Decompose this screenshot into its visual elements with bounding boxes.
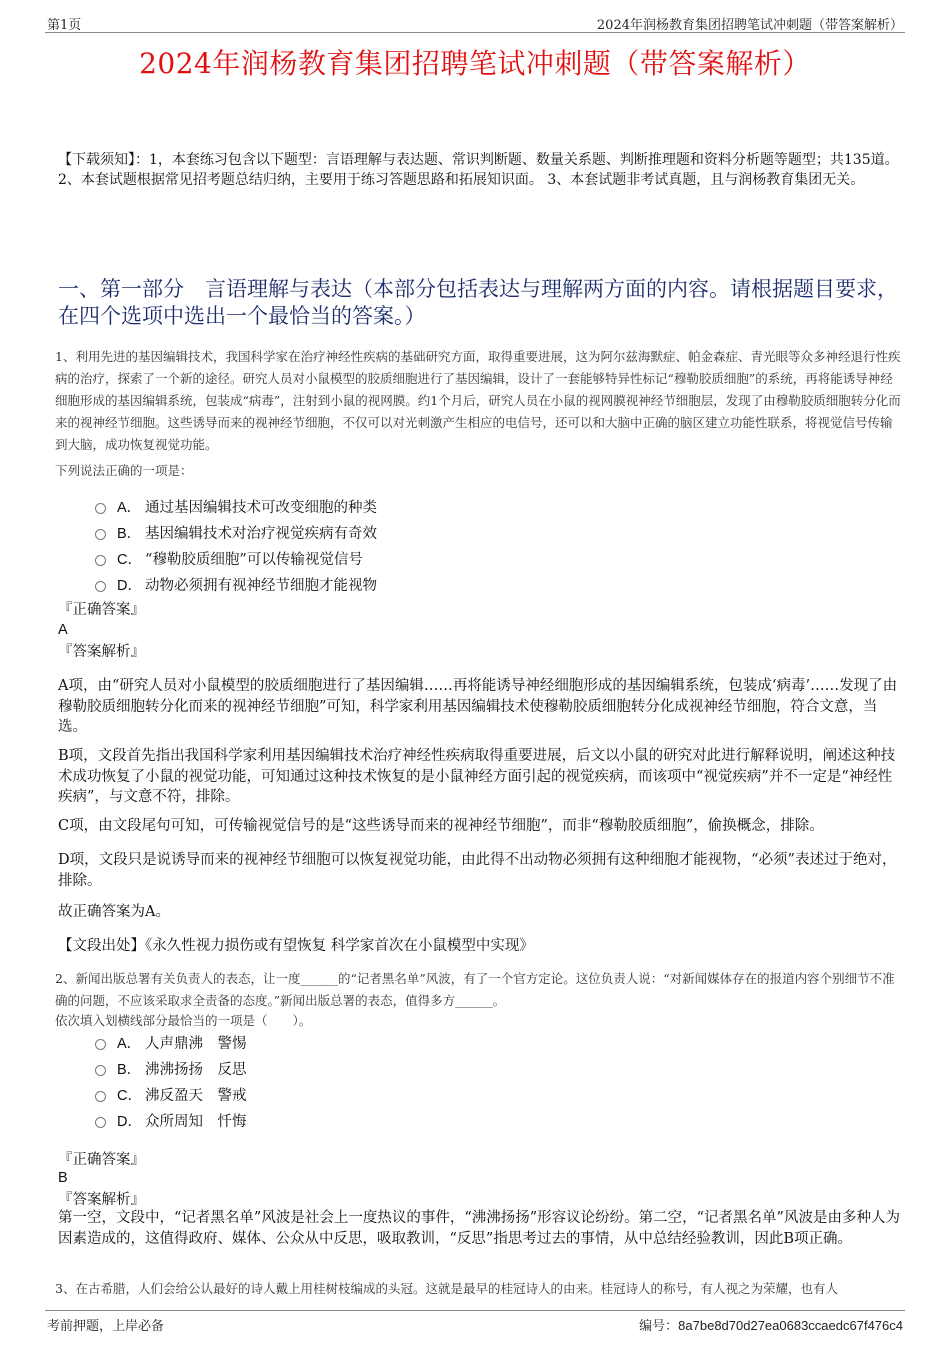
page-footer [45,1310,905,1335]
option-text: 基因编辑技术对治疗视觉疾病有奇效 [145,525,377,542]
footer-slogan: 考前押题，上岸必备 [47,1319,165,1334]
option-d[interactable]: D． 众所周知 忏悔 [95,1107,247,1133]
correct-answer: A [58,622,68,638]
option-c[interactable]: C． 沸反盈天 警戒 [95,1081,247,1107]
document-title: 2024年润杨教育集团招聘笔试冲刺题（带答案解析） [139,47,811,80]
question-1-stem: 1、利用先进的基因编辑技术，我国科学家在治疗神经性疾病的基础研究方面，取得重要进展，这为阿尔兹海默症、帕金森症、青光眼等众多神经退行性疾病的治疗，探索了一个新的途径。研究人员对小鼠模型的胶质细胞进行了基因编辑，设计了一套能够特异性标记“穆勒胶质细胞”的系统，再将能诱导神经细胞形成的基因编辑系统，包装成“病毒”，注射到小鼠的视网膜。约1个月后，研究人员在小鼠的视网膜视神经节细胞层，发现了由穆勒胶质细胞转分化而来的视神经节细胞。这些诱导而来的视神经节细胞，不仅可以对光刺激产生相应的电信号，还可以和大脑中正确的脑区建立功能性联系，将视觉信号传输到大脑，成功恢复视觉功能。 [55,349,901,452]
option-a[interactable]: A． 人声鼎沸 警惕 [95,1029,247,1055]
option-d[interactable]: D． 动物必须拥有视神经节细胞才能视物 [95,571,377,597]
passage-source: 【文段出处】《永久性视力损伤或有望恢复 科学家首次在小鼠模型中实现》 [58,938,534,954]
question-2-options [95,1029,247,1133]
analysis-d: D项，文段只是说诱导而来的视神经节细胞可以恢复视觉功能，由此得不出动物必须拥有这种细胞才能视物，“必须”表述过于绝对，排除。 [58,852,897,889]
question-1-options [95,493,377,597]
section-title: 一、第一部分 言语理解与表达（本部分包括表达与理解两方面的内容。请根据题目要求，在四个选项中选出一个最恰当的答案。） [58,277,898,329]
question-3-stem: 3、在古希腊，人们会给公认最好的诗人戴上用桂树枝编成的头冠。这就是最早的桂冠诗人的由来。桂冠诗人的称号，有人视之为荣耀，也有人 [55,1281,838,1296]
option-text: 沸反盈天 警戒 [145,1087,247,1104]
download-notice: 【下载须知】：1，本套练习包含以下题型：言语理解与表达题、常识判断题、数量关系题、判断推理题和资料分析题等题型；共135道。 2、本套试题根据常见招考题总结归纳，主要用于练习答题思路和拓展知识面。 3、本套试题非考试真题，且与润杨教育集团无关。 [58,152,899,189]
radio-icon[interactable] [95,1117,106,1128]
analysis-c: C项，由文段尾句可知，可传输视觉信号的是“这些诱导而来的视神经节细胞”，而非“穆勒胶质细胞”，偷换概念，排除。 [58,818,824,834]
analysis-label: 『答案解析』 [58,1192,145,1208]
option-c[interactable]: C． “穆勒胶质细胞”可以传输视觉信号 [95,545,377,571]
radio-icon[interactable] [95,1065,106,1076]
radio-icon[interactable] [95,529,106,540]
analysis-conclusion: 故正确答案为A。 [58,904,170,920]
correct-answer-label: 『正确答案』 [58,602,145,618]
question-2-prompt: 依次填入划横线部分最恰当的一项是（ ）。 [55,1013,312,1028]
correct-answer-label: 『正确答案』 [58,1152,145,1168]
radio-icon[interactable] [95,555,106,566]
analysis-text: 第一空，文段中，“记者黑名单”风波是社会上一度热议的事件，“沸沸扬扬”形容议论纷纷。第二空，“记者黑名单”风波是由多种人为因素造成的，这值得政府、媒体、公众从中反思，吸取教训，“反思”指思考过去的事情，从中总结经验教训，因此B项正确。 [58,1210,900,1247]
correct-answer: B [58,1170,68,1186]
radio-icon[interactable] [95,581,106,592]
option-text: 沸沸扬扬 反思 [145,1061,247,1078]
option-a[interactable]: A． 通过基因编辑技术可改变细胞的种类 [95,493,377,519]
option-text: 人声鼎沸 警惕 [145,1035,247,1052]
question-2-stem: 2、新闻出版总署有关负责人的表态，让一度______的“记者黑名单”风波，有了一个官方定论。这位负责人说：“对新闻媒体存在的报道内容个别细节不准确的问题，不应该采取求全责备的态度。”新闻出版总署的表态，值得多方______。 [55,971,895,1008]
radio-icon[interactable] [95,1091,106,1102]
radio-icon[interactable] [95,1039,106,1050]
radio-icon[interactable] [95,503,106,514]
option-b[interactable]: B． 沸沸扬扬 反思 [95,1055,247,1081]
option-text: 众所周知 忏悔 [145,1113,247,1130]
page-header [45,12,905,33]
analysis-label: 『答案解析』 [58,644,145,660]
question-1-prompt: 下列说法正确的一项是： [55,463,193,478]
page-number: 第1页 [47,18,82,33]
option-b[interactable]: B． 基因编辑技术对治疗视觉疾病有奇效 [95,519,377,545]
option-text: 通过基因编辑技术可改变细胞的种类 [145,499,377,516]
document-code: 编号：8a7be8d70d27ea0683ccaedc67f476c4 [639,1318,903,1334]
analysis-b: B项，文段首先指出我国科学家利用基因编辑技术治疗神经性疾病取得重要进展，后文以小鼠的研究对此进行解释说明，阐述这种技术成功恢复了小鼠的视觉功能，可知通过这种技术恢复的是小鼠神经方面引起的视觉疾病，而该项中“视觉疾病”并不一定是“神经性疾病”，与文意不符，排除。 [58,748,896,806]
option-text: “穆勒胶质细胞”可以传输视觉信号 [145,551,363,568]
option-text: 动物必须拥有视神经节细胞才能视物 [145,577,377,594]
analysis-a: A项，由“研究人员对小鼠模型的胶质细胞进行了基因编辑……再将能诱导神经细胞形成的基因编辑系统，包装成‘病毒’……发现了由穆勒胶质细胞转分化而来的视神经节细胞”可知，科学家利用基因编辑技术使穆勒胶质细胞转分化成视神经节细胞，符合文意，当选。 [58,678,898,736]
header-doc-title: 2024年润杨教育集团招聘笔试冲刺题（带答案解析） [596,18,903,33]
